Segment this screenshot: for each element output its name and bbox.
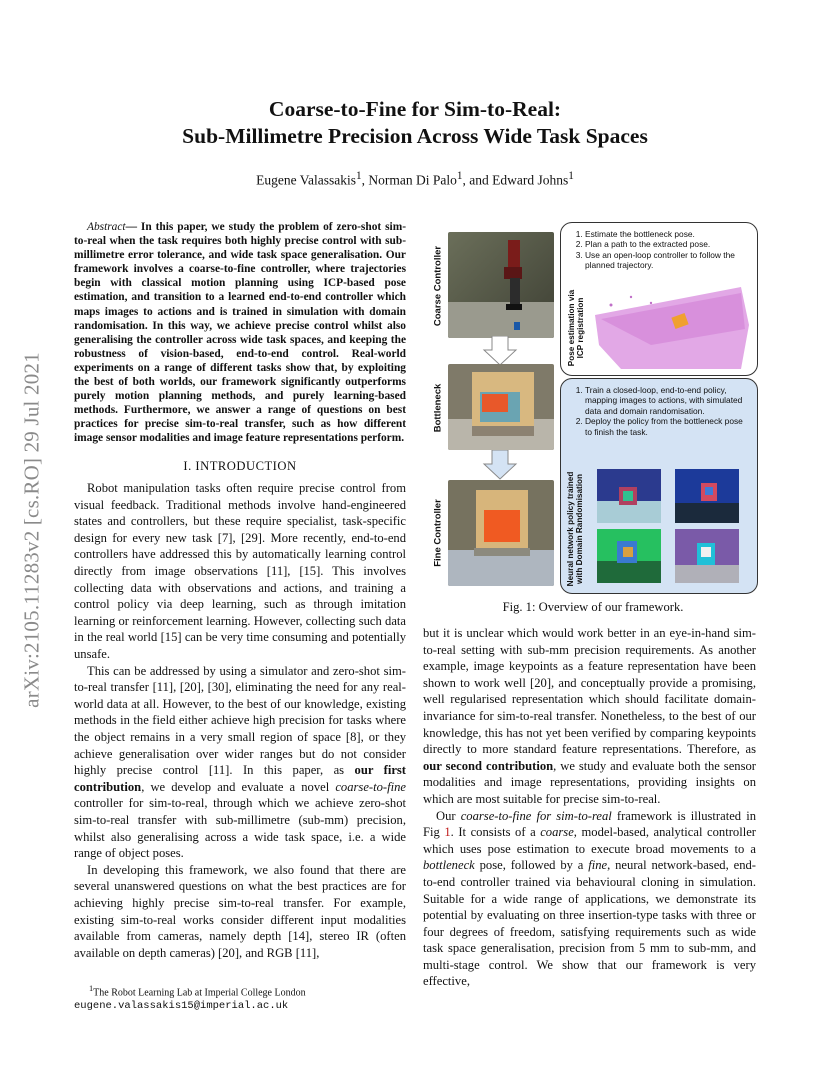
figure-caption: Fig. 1: Overview of our framework. [502,600,684,614]
right-paragraph-2: Our coarse-to-fine for sim-to-real framework is illustrated in Fig 1. It consists of a coarse, model-based, analytical controller which uses pose estimation to execute broad movements to a bottleneck pose, followed by a fine, neural network-based, end-to-end controller trained via behavioural cloning in simulation. Suitable for a wide range of applications, we demonstrate its potential by evaluating on three insertion-type tasks with three or four degrees of freedom, satisfying requirements such as wide task space generalisation, precision from 5 mm to sub-mm, and multi-stage control. We show that our framework is very effective, [423,808,757,989]
coarse-steps-bubble [560,222,758,376]
footnote-mark: 1 [89,984,94,994]
intro-paragraph-1: Robot manipulation tasks often require precise control from visual feedback. Traditional methods involve hand-engineered states and controllers, but these require specialist, task-specific design for every new task [7], [29]. More recently, end-to-end controllers have addressed this by automatically learning control directly from image observations [11], [15]. This involves collecting data with observations and actions, and training a control policy via deep learning, such as through imitation learning or reinforcement learning. However, collecting such data in the real world [15] can be very time consuming and potentially unsafe. [74,481,406,662]
down-arrow-icon [482,336,518,366]
author-affil: 1 [355,170,362,182]
fine-step: 1. Train a closed-loop, end-to-end policy, mapping images to actions, with simulated data and domain randomisation. [585,385,751,416]
label-coarse-controller: Coarse Controller [432,245,444,327]
coarse-steps-list [561,229,751,271]
fine-controller-photo [448,480,554,586]
down-arrow-icon [482,450,518,480]
sim-render-3 [597,529,661,583]
coarse-step: 2. Plan a path to the extracted pose. [585,239,751,249]
abstract-label: Abstract [87,221,126,233]
author-affil: 1 [568,170,574,182]
abstract [74,220,406,446]
label-fine-controller: Fine Controller [432,499,444,567]
author-name: Norman Di Palo [368,172,457,188]
footnote [74,983,406,1011]
section-heading: I. INTRODUCTION [183,458,297,473]
author-affil: 1 [456,170,463,182]
author-list: Eugene Valassakis$^1$, Norman Di Palo$^1$, and Edward Johns$^1$ [256,170,574,188]
author-name: Eugene Valassakis [256,172,356,188]
intro-paragraph-3: In developing this framework, we also found that there are several unanswered questions on what the best practices are for achieving highly precise sim-to-real transfer. For example, existing sim-to-real works consider different input modalities available from cameras, namely depth [14], stereo IR (often available on depth cameras) [20], and RGB [11], [74,862,406,960]
bottleneck-photo [448,364,554,450]
arxiv-identifier-text: arXiv:2105.11283v2 [cs.RO] 29 Jul 2021 [19,352,44,708]
title-line-1: Coarse-to-Fine for Sim-to-Real: [268,97,562,121]
sim-render-2 [675,469,739,523]
title-line-2: Sub-Millimetre Precision Across Wide Task Spaces [182,124,648,148]
fine-step: 2. Deploy the policy from the bottleneck pose to finish the task. [585,416,751,437]
sim-render-4 [675,529,739,583]
label-pose-estimation: Pose estimation via ICP registration [567,289,585,367]
coarse-step: 1. Estimate the bottleneck pose. [585,229,751,239]
sim-render-1 [597,469,661,523]
coarse-robot-photo [448,232,554,338]
right-column [423,625,756,990]
abstract-text: — In this paper, we study the problem of zero-shot sim-to-real when the task requires both highly precise control with sub-millimetre error tolerance, and wide task space generalisation. Our framework involves a coarse-to-fine controller, where trajectories begin with classical motion planning using ICP-based pose estimation, and transition to a learned end-to-end controller which maps images to actions and is trained in simulation with domain randomisation. In this way, we achieve precise control whilst also generalising the controller across wide task spaces, and keeping the robustness of vision-based, end-to-end control. Real-world experiments on a range of different tasks show that, by exploiting the best of both worlds, our framework significantly outperforms purely motion planning methods, and purely learning-based methods. Furthermore, we answer a range of questions on best practices for precise sim-to-real transfer, such as how different image sensor modalities and image feature representations perform. [74,221,406,445]
author-name: Edward Johns [492,172,569,188]
paper-title [90,96,740,150]
arxiv-identifier [12,295,52,765]
figure-overview [426,218,760,598]
footnote-affiliation: The Robot Learning Lab at Imperial College London [93,987,306,999]
footnote-email: eugene.valassakis15@imperial.ac.uk [74,999,289,1012]
fine-steps-bubble [560,378,758,594]
coarse-step: 3. Use an open-loop controller to follow the planned trajectory. [585,250,751,271]
label-bottleneck: Bottleneck [432,383,444,433]
point-cloud-image [591,285,751,371]
left-column [74,220,406,1012]
intro-paragraph-2: This can be addressed by using a simulator and zero-shot sim-to-real transfer [11], [20], [30], eliminating the need for any real-world data at all. However, to the best of our knowledge, existing methods in the field either achieve high precision for tasks where the object remains in a very small region of space [8], or they achieve generalisation over wider ranges but do not consider highly precise control [11]. In this paper, as our first contribution, we develop and evaluate a novel coarse-to-fine controller for sim-to-real, through which we achieve zero-shot sim-to-real transfer with sub-millimetre (sub-mm) precision, whilst also generalising across a wide task space, i.e. a wide range of object poses. [74,663,406,861]
right-paragraph-1: but it is unclear which would work better in an eye-in-hand sim-to-real setting with sub-mm precision requirements. As another example, image keypoints as a feature representation have been shown to work well [20], and conceptually provide a promising, well regularised representation which should facilitate domain-invariance for sim-to-real transfer. Nonetheless, to the best of our knowledge, this has not yet been verified by comparing keypoints directly to more standard feature representations. Therefore, as our second contribution, we study and evaluate both the sensor modalities and image representations, providing insights on which are most suitable for precise sim-to-real. [423,626,756,806]
label-neural-policy: Neural network policy trained with Domain Randomisation [566,471,584,587]
fine-steps-list [561,385,751,437]
